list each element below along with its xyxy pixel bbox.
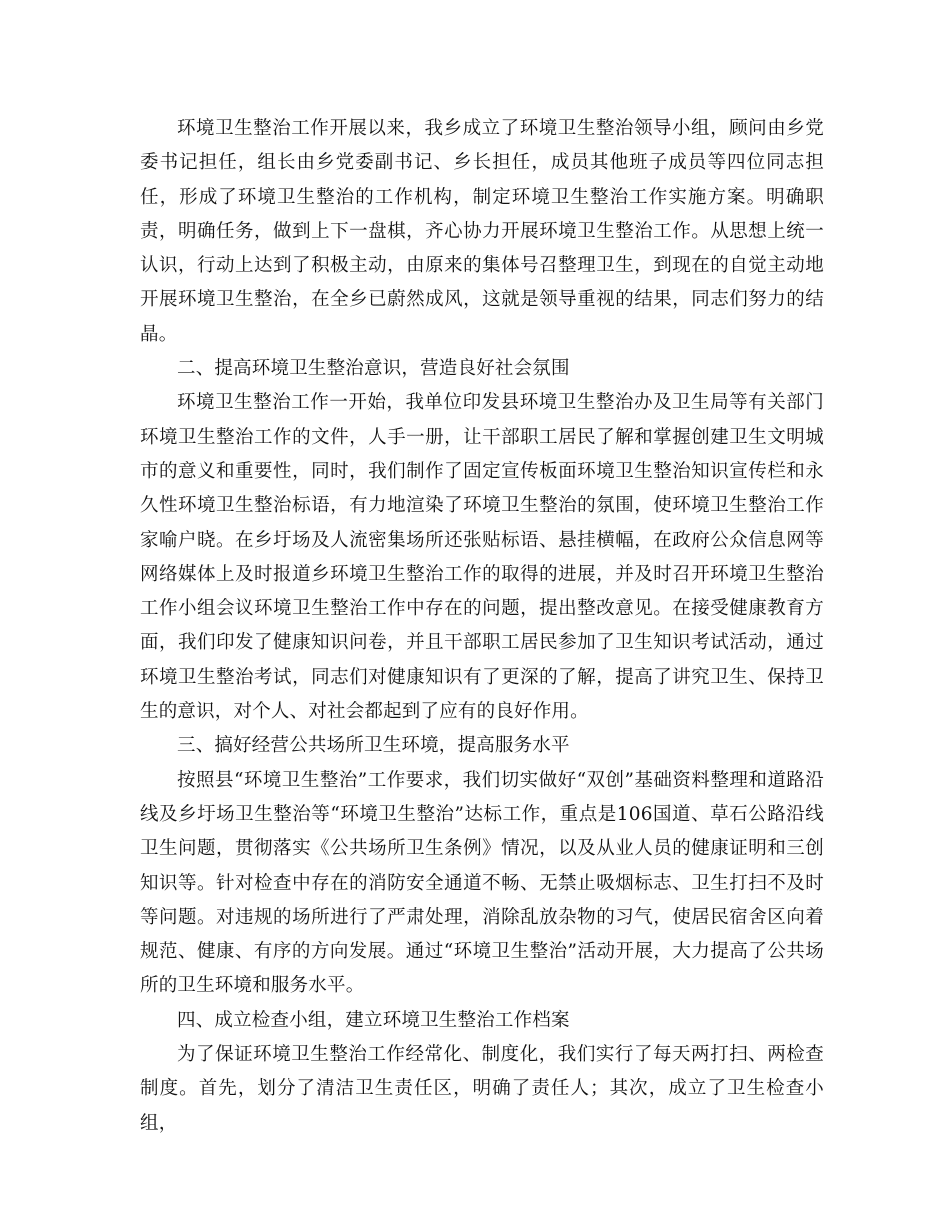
- body-paragraph-public-places: 按照县“环境卫生整治”工作要求，我们切实做好“双创”基础资料整理和道路沿线及乡圩场卫生整治等“环境卫生整治”达标工作，重点是106国道、草石公路沿线卫生问题，贯彻落实《公共场所卫生条例》情况，以及从业人员的健康证明和三创知识等。针对检查中存在的消防安全通道不畅、无禁止吸烟标志、卫生打扫不及时等问题。对违规的场所进行了严肃处理，消除乱放杂物的习气，使居民宿舍区向着规范、健康、有序的方向发展。通过“环境卫生整治”活动开展，大力提高了公共场所的卫生环境和服务水平。: [140, 769, 824, 997]
- body-paragraph-awareness: 环境卫生整治工作一开始，我单位印发县环境卫生整治办及卫生局等有关部门环境卫生整治工作的文件，人手一册，让干部职工居民了解和掌握创建卫生文明城市的意义和重要性，同时，我们制作了固定宣传板面环境卫生整治知识宣传栏和永久性环境卫生整治标语，有力地渲染了环境卫生整治的氛围，使环境卫生整治工作家喻户晓。在乡圩场及人流密集场所还张贴标语、悬挂横幅，在政府公众信息网等网络媒体上及时报道乡环境卫生整治工作的取得的进展，并及时召开环境卫生整治工作小组会议环境卫生整治工作中存在的问题，提出整改意见。在接受健康教育方面，我们印发了健康知识问卷，并且干部职工居民参加了卫生知识考试活动，通过环境卫生整治考试，同志们对健康知识有了更深的了解，提高了讲究卫生、保持卫生的意识，对个人、对社会都起到了应有的良好作用。: [140, 392, 824, 723]
- document-body: [140, 112, 824, 1141]
- section-heading-3: 三、搞好经营公共场所卫生环境，提高服务水平: [177, 735, 570, 757]
- body-paragraph-leadership: 环境卫生整治工作开展以来，我乡成立了环境卫生整治领导小组，顾问由乡党委书记担任，组长由乡党委副书记、乡长担任，成员其他班子成员等四位同志担任，形成了环境卫生整治的工作机构，制定环境卫生整治工作实施方案。明确职责，明确任务，做到上下一盘棋，齐心协力开展环境卫生整治工作。从思想上统一认识，行动上达到了积极主动，由原来的集体号召整理卫生，到现在的自觉主动地开展环境卫生整治，在全乡已蔚然成风，这就是领导重视的结果，同志们努力的结晶。: [140, 118, 824, 345]
- section-heading-2: 二、提高环境卫生整治意识，营造良好社会氛围: [177, 358, 570, 380]
- section-heading-4: 四、成立检查小组，建立环境卫生整治工作档案: [177, 1009, 570, 1031]
- body-paragraph-inspection: 为了保证环境卫生整治工作经常化、制度化，我们实行了每天两打扫、两检查制度。首先，划分了清洁卫生责任区，明确了责任人；其次，成立了卫生检查小组，: [140, 1044, 824, 1134]
